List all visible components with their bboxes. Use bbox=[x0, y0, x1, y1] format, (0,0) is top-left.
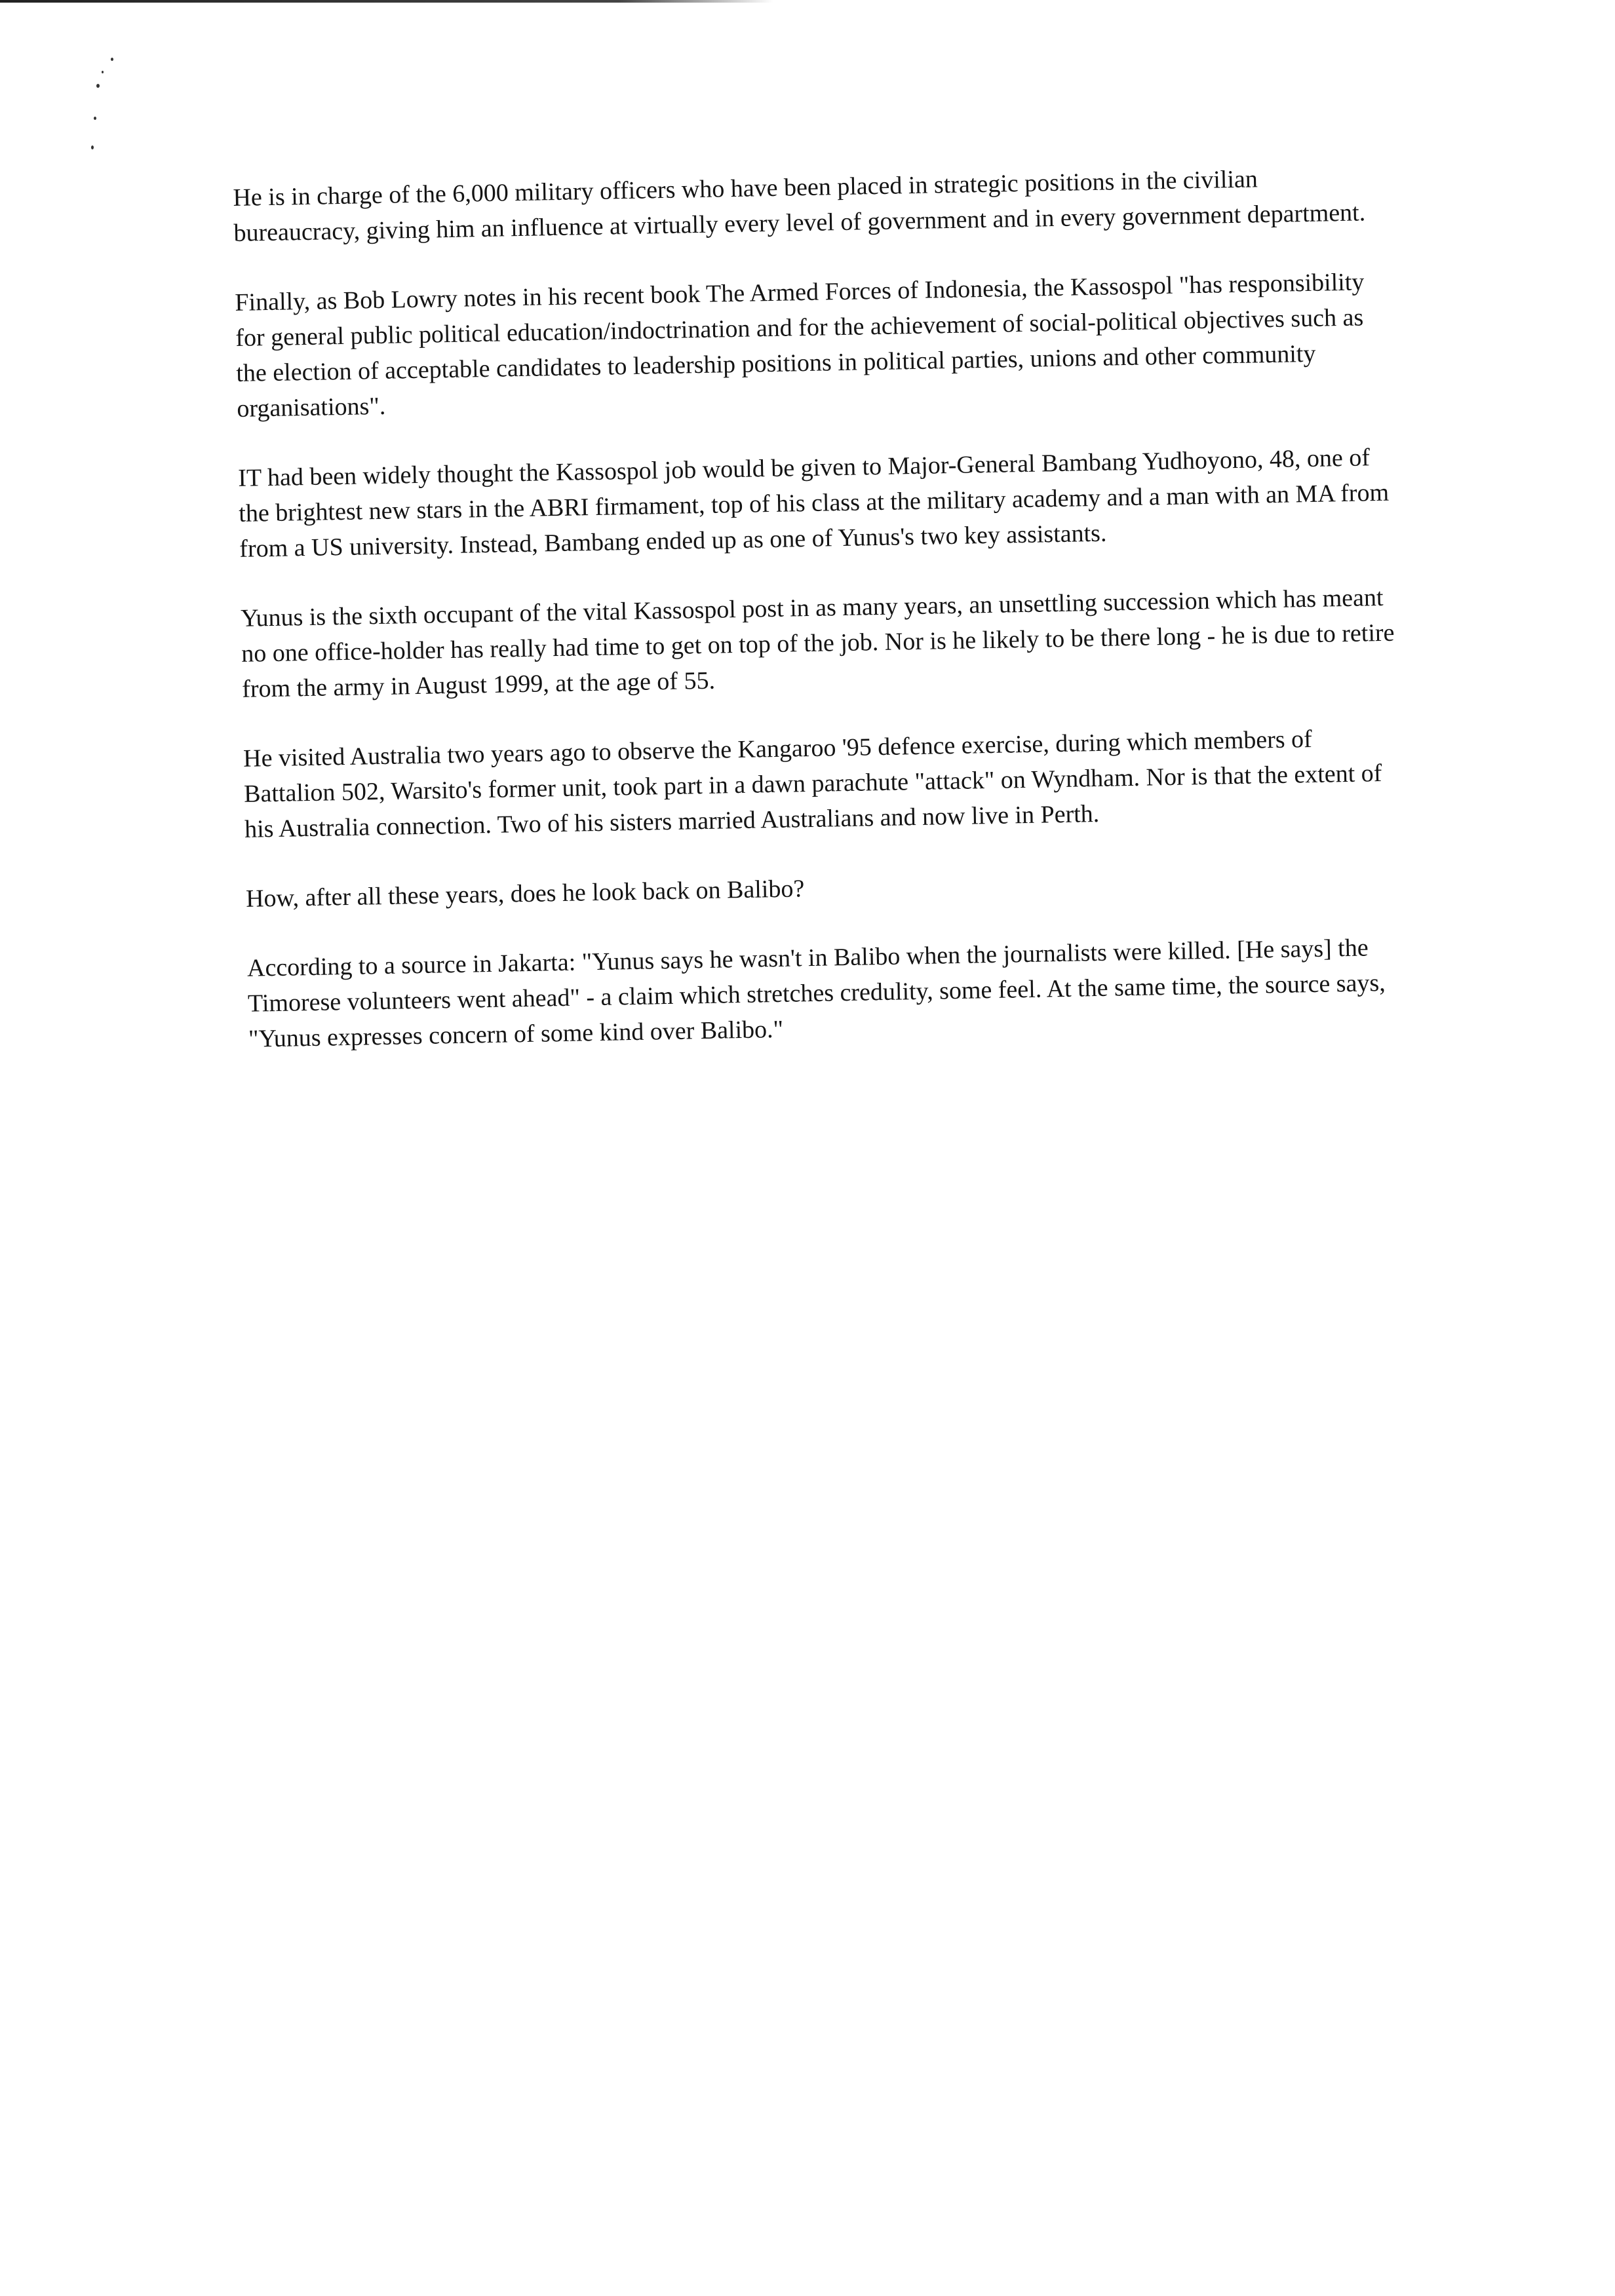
paragraph-5: He visited Australia two years ago to observe the Kangaroo '95 defence exercise, during which members of Battalion 502, Warsito's former unit, took part in a dawn parachute "attack" on Wyndham. Nor is that the extent of his Australia connection. Two of his sisters married Australians and now live in Perth. bbox=[243, 725, 1382, 843]
paragraph-4: Yunus is the sixth occupant of the vital Kassospol post in as many years, an unsettling succession which has meant no one office-holder has really had time to get on top of the job. Nor is he likely to be there long - he is due to retire from the army in August 1999, at the age of 55. bbox=[240, 583, 1395, 703]
paragraph-3: IT had been widely thought the Kassospol job would be given to Major-General Bambang Yudhoyono, 48, one of the brightest new stars in the ABRI firmament, top of his class at the military academy and a man with an MA from from a US university. Instead, Bambang ended up as one of Yunus's two key assistants. bbox=[237, 444, 1390, 563]
speck bbox=[91, 145, 94, 149]
scan-margin-specks bbox=[82, 52, 121, 164]
speck bbox=[94, 117, 96, 120]
paragraph-2: Finally, as Bob Lowry notes in his recent book The Armed Forces of Indonesia, the Kassospol "has responsibility for general public political education/indoctrination and for the achievement of social-political objectives such as the election of acceptable candidates to leadership positions in political parties, unions and other community organisations". bbox=[235, 268, 1365, 423]
paragraph-1: He is in charge of the 6,000 military officers who have been placed in strategic positions in the civilian bureaucracy, giving him an influence at virtually every level of government and in every government department. bbox=[233, 165, 1366, 247]
paragraph-6: How, after all these years, does he look back on Balibo? bbox=[245, 875, 805, 913]
speck bbox=[111, 58, 113, 61]
scan-top-edge bbox=[0, 0, 773, 3]
paragraph-7: According to a source in Jakarta: "Yunus says he wasn't in Balibo when the journalists were killed. [He says] the Timorese volunteers went ahead" - a claim which stretches credulity, some feel. At the same time, the source says, "Yunus expresses concern of some kind over Balibo." bbox=[246, 934, 1386, 1053]
speck bbox=[96, 84, 100, 88]
document-body bbox=[233, 159, 1403, 1091]
speck bbox=[102, 71, 104, 73]
